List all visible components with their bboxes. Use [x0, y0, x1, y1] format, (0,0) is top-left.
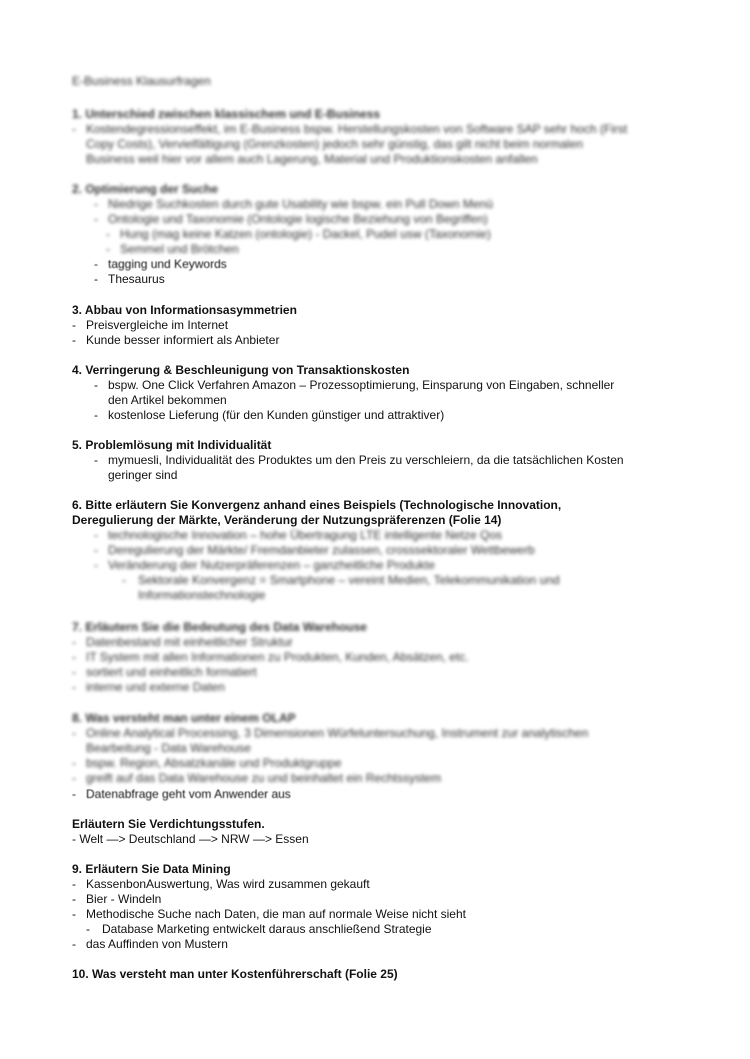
section-9-list [72, 877, 692, 952]
list-item: - Thesaurus [94, 272, 165, 286]
section-6-title-line: Deregulierung der Märkte, Veränderung der Nutzungspräferenzen (Folie 14) [72, 513, 502, 527]
section-1-list [72, 122, 692, 167]
list-item-continuation: geringer sind [108, 468, 178, 482]
verdichtung-title: Erläutern Sie Verdichtungsstufen. [72, 817, 265, 831]
section-5-title: 5. Problemlösung mit Individualität [72, 438, 272, 452]
list-item: - mymuesli, Individualität des Produktes um den Preis zu verschleiern, da die tatsächlichen Kosten [94, 453, 624, 467]
section-2-list [72, 197, 692, 257]
section-7-title: 7. Erläutern Sie die Bedeutung des Data Warehouse [72, 620, 367, 634]
list-item: - Ontologie und Taxonomie (Ontologie logische Beziehung von Begriffen) [94, 212, 488, 226]
list-item: - Datenabfrage geht vom Anwender aus [72, 787, 291, 801]
list-item: - Niedrige Suchkosten durch gute Usability wie bspw. ein Pull Down Menü [94, 197, 493, 211]
list-item: Copy Costs), Vervielfältigung (Grenzkosten) jedoch sehr günstig, das gilt nicht beim normalen [86, 137, 583, 151]
list-item: - Methodische Suche nach Daten, die man auf normale Weise nicht sieht [72, 907, 466, 921]
section-8-tail [72, 787, 692, 802]
section-2-title: 2. Optimierung der Suche [72, 182, 219, 196]
section-2-tail [72, 257, 692, 287]
list-item: - Deregulierung der Märkte/ Fremdanbieter zulassen, crosssektoraler Wettbewerb [94, 543, 535, 557]
list-item: - Database Marketing entwickelt daraus anschließend Strategie [86, 922, 432, 936]
list-item: - Semmel und Brötchen [106, 242, 239, 256]
list-item: - das Auffinden von Mustern [72, 937, 228, 951]
list-item-continuation: Bearbeitung - Data Warehouse [86, 741, 251, 755]
list-item: - Sektorale Konvergenz = Smartphone – vereint Medien, Telekommunikation und [122, 573, 560, 587]
verdichtung-line: - Welt —> Deutschland —> NRW —> Essen [72, 832, 309, 846]
section-8-list [72, 726, 692, 786]
section-9-title: 9. Erläutern Sie Data Mining [72, 862, 231, 876]
list-item: Business weil hier vor allem auch Lagerung, Material und Produktionskosten anfallen [86, 152, 538, 166]
list-item: - Kunde besser informiert als Anbieter [72, 333, 280, 347]
list-item: - bspw. Region, Absatzkanäle und Produktgruppe [72, 756, 342, 770]
list-item: - technologische Innovation – hohe Übertragung LTE intelligente Netze Qos [94, 528, 503, 542]
list-item: - Preisvergleiche im Internet [72, 318, 229, 332]
list-item: - tagging und Keywords [94, 257, 227, 271]
list-item: - Bier - Windeln [72, 892, 162, 906]
list-item: - kostenlose Lieferung (für den Kunden günstiger und attraktiver) [94, 408, 445, 422]
section-6-title [72, 498, 692, 528]
section-4-title: 4. Verringerung & Beschleunigung von Transaktionskosten [72, 363, 410, 377]
doc-title: E-Business Klausurfragen [72, 74, 211, 88]
list-item: - interne und externe Daten [72, 680, 225, 694]
list-item: - KassenbonAuswertung, Was wird zusammen gekauft [72, 877, 370, 891]
section-7-list [72, 635, 692, 695]
section-3-list [72, 318, 692, 348]
list-item: - Kostendegressionseffekt, im E-Business bspw. Herstellungskosten von Software SAP sehr hoch (First [72, 122, 628, 136]
section-4-list [72, 378, 692, 423]
section-1-title: 1. Unterschied zwischen klassischem und E-Business [72, 107, 381, 121]
list-item: - Datenbestand mit einheitlicher Struktur [72, 635, 293, 649]
blurred-top-region [0, 0, 750, 268]
section-5-list [72, 453, 692, 483]
list-item: - Online Analytical Processing, 3 Dimensionen Würfeluntersuchung, Instrument zur analytischen [72, 726, 589, 740]
list-item: - bspw. One Click Verfahren Amazon – Prozessoptimierung, Einsparung von Eingaben, schneller [94, 378, 615, 392]
list-item: - greift auf das Data Warehouse zu und beinhaltet ein Rechtssystem [72, 771, 442, 785]
list-item: - sortiert und einheitlich formatiert [72, 665, 257, 679]
section-8-title: 8. Was versteht man unter einem OLAP [72, 711, 296, 725]
list-item: - IT System mit allen Informationen zu Produkten, Kunden, Absätzen, etc. [72, 650, 469, 664]
section-10-title: 10. Was versteht man unter Kostenführerschaft (Folie 25) [72, 967, 398, 981]
section-6-title-line: 6. Bitte erläutern Sie Konvergenz anhand eines Beispiels (Technologische Innovation, [72, 498, 562, 512]
list-item-continuation: den Artikel bekommen [108, 393, 227, 407]
list-item: - Veränderung der Nutzerpräferenzen – ganzheitliche Produkte [94, 558, 435, 572]
section-3-title: 3. Abbau von Informationsasymmetrien [72, 303, 297, 317]
list-item-continuation: Informationstechnologie [138, 588, 266, 602]
list-item: - Hung (mag keine Katzen (ontologie) - Dackel, Pudel usw (Taxonomie) [106, 227, 491, 241]
section-6-list [72, 528, 692, 603]
